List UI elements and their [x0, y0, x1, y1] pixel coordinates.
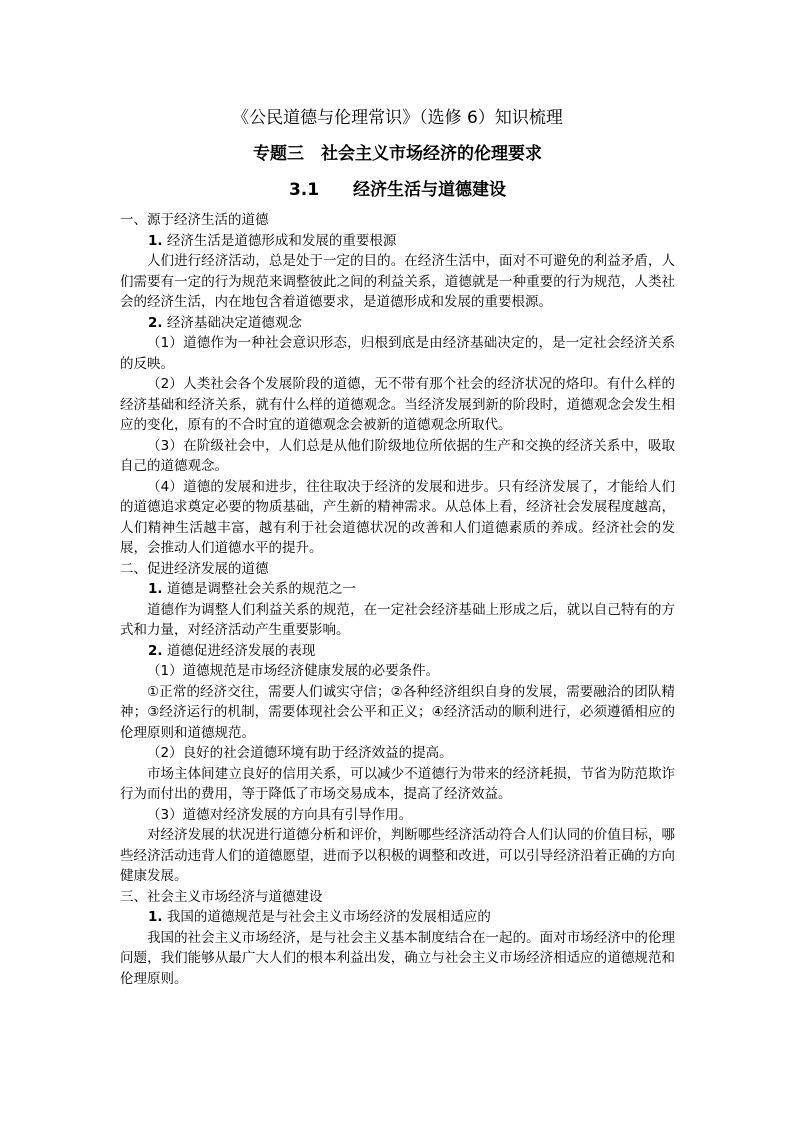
- part1-paragraph-1: 人们进行经济活动，总是处于一定的目的。在经济生活中，面对不可避免的利益矛盾，人们需要有一定的行为规范来调整彼此之间的利益关系，道德就是一种重要的行为规范，人类社会的经济生活，内在地包含着道德要求，是道德形成和发展的重要根源。: [120, 253, 675, 310]
- part2-paragraph-5: 市场主体间建立良好的信用关系，可以减少不道德行为带来的经济耗损，节省为防范欺诈行为而付出的费用，等于降低了市场交易成本，提高了经济效益。: [120, 765, 675, 802]
- part1-paragraph-2: （1）道德作为一种社会意识形态，归根到底是由经济基础决定的，是一定社会经济关系的反映。: [120, 335, 675, 372]
- part2-paragraph-1: 道德作为调整人们利益关系的规范，在一定社会经济基础上形成之后，就以自己特有的方式和力量，对经济活动产生重要影响。: [120, 601, 675, 638]
- part3-heading: 三、社会主义市场经济与道德建设: [120, 888, 323, 905]
- part2-sub1-text: 道德是调整社会关系的规范之一: [166, 581, 356, 597]
- part3-sub1-text: 我国的道德规范是与社会主义市场经济的发展相适应的: [166, 909, 491, 925]
- part1-heading: 一、源于经济生活的道德: [120, 212, 269, 228]
- part2-sub2-number: 2.: [148, 642, 163, 659]
- part2-paragraph-2: （1）道德规范是市场经济健康发展的必要条件。: [147, 663, 440, 679]
- part1-sub1-number: 1.: [148, 232, 163, 249]
- part2-subheading-2: [120, 641, 675, 662]
- topic-title: 专题三 社会主义市场经济的伦理要求: [253, 144, 542, 164]
- part2-paragraph-4: （2）良好的社会道德环境有助于经济效益的提高。: [147, 745, 453, 761]
- part3-sub1-number: 1.: [148, 909, 163, 925]
- part1-sub2-number: 2.: [148, 314, 163, 331]
- part1-subheading-1: [120, 231, 675, 252]
- part1-subheading-2: [120, 313, 675, 334]
- part1-sub2-text: 经济基础决定道德观念: [166, 314, 302, 331]
- part3-paragraph-1: 我国的社会主义市场经济，是与社会主义基本制度结合在一起的。面对市场经济中的伦理问题，我们能够从最广大人们的根本利益出发，确立与社会主义市场经济相适应的道德规范和伦理原则。: [120, 929, 675, 987]
- part2-sub1-number: 1.: [148, 581, 163, 597]
- part2-subheading-1: [120, 579, 675, 600]
- part2-paragraph-6: （3）道德对经济发展的方向具有引导作用。: [147, 806, 413, 823]
- part3-subheading-1: [120, 907, 675, 928]
- part1-paragraph-3: （2）人类社会各个发展阶段的道德，无不带有那个社会的经济状况的烙印。有什么样的经济基础和经济关系，就有什么样的道德观念。当经济发展到新的阶段时，道德观念会发生相应的变化，原有的不合时宜的道德观念会被新的道德观念所取代。: [120, 376, 675, 433]
- document-title: 《公民道德与伦理常识》（选修 6）知识梳理: [232, 108, 563, 128]
- document-body: [120, 106, 675, 989]
- part1-sub1-text: 经济生活是道德形成和发展的重要根源: [166, 232, 397, 249]
- part2-paragraph-3: ①正常的经济交往，需要人们诚实守信；②各种经济组织自身的发展，需要融洽的团队精神；③经济运行的机制，需要体现社会公平和正义；④经济活动的顺利进行，必须遵循相应的伦理原则和道德规范。: [120, 683, 675, 741]
- part1-paragraph-4: （3）在阶级社会中，人们总是从他们阶级地位所依据的生产和交换的经济关系中，吸取自己的道德观念。: [120, 437, 675, 474]
- part2-heading: 二、促进经济发展的道德: [120, 560, 269, 577]
- part2-sub2-text: 道德促进经济发展的表现: [166, 642, 316, 659]
- part2-paragraph-7: 对经济发展的状况进行道德分析和评价，判断哪些经济活动符合人们认同的价值目标，哪些经济活动违背人们的道德愿望，进而予以积极的调整和改进，可以引导经济沿着正确的方向健康发展。: [120, 827, 675, 884]
- part1-paragraph-5: （4）道德的发展和进步，往往取决于经济的发展和进步。只有经济发展了，才能给人们的道德追求奠定必要的物质基础，产生新的精神需求。从总体上看，经济社会发展程度越高，人们精神生活越丰富，越有利于社会道德状况的改善和人们道德素质的养成。经济社会的发展，会推动人们道德水平的提升。: [120, 478, 675, 556]
- section-title: 3.1 经济生活与道德建设: [288, 180, 507, 200]
